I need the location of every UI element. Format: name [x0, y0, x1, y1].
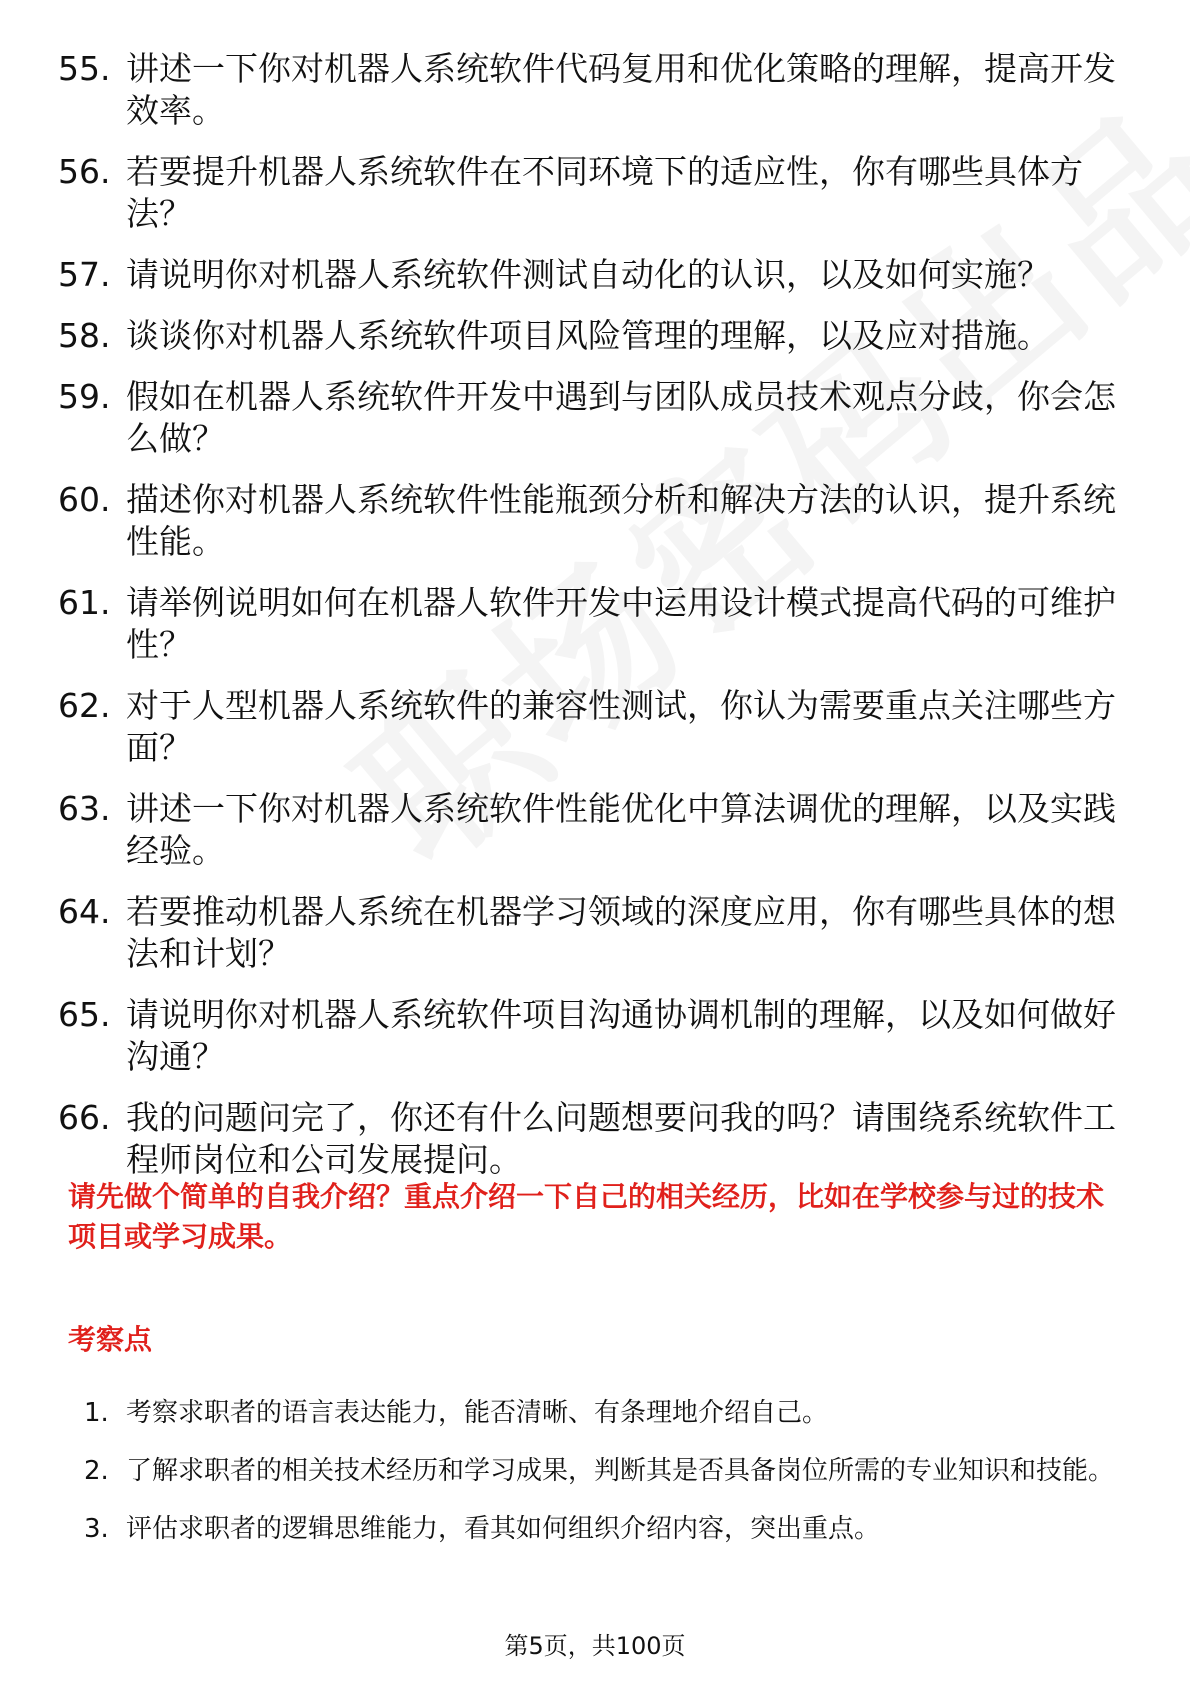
question-text: 请说明你对机器人系统软件项目沟通协调机制的理解，以及如何做好沟通？ [126, 995, 1116, 1076]
question-number: 55. [58, 49, 111, 88]
question-number: 66. [58, 1098, 111, 1137]
question-item [58, 48, 1118, 132]
question-item [58, 788, 1118, 872]
point-text: 了解求职者的相关技术经历和学习成果，判断其是否具备岗位所需的专业知识和技能。 [126, 1456, 1115, 1486]
point-number: 2. [84, 1456, 109, 1486]
point-text: 考察求职者的语言表达能力，能否清晰、有条理地介绍自己。 [126, 1398, 829, 1428]
question-text: 我的问题问完了，你还有什么问题想要问我的吗？请围绕系统软件工程师岗位和公司发展提问。 [126, 1098, 1116, 1179]
highlighted-question: 请先做个简单的自我介绍？重点介绍一下自己的相关经历，比如在学校参与过的技术项目或学习成果。 [68, 1180, 1105, 1253]
question-text: 描述你对机器人系统软件性能瓶颈分析和解决方法的认识，提升系统性能。 [126, 480, 1116, 561]
section-title: 考察点 [68, 1323, 153, 1356]
question-number: 61. [58, 583, 111, 622]
question-list [58, 48, 1118, 1200]
question-number: 57. [58, 255, 111, 294]
question-item [58, 151, 1118, 235]
assessment-point [84, 1501, 1124, 1557]
question-item [58, 315, 1118, 357]
question-text: 请说明你对机器人系统软件测试自动化的认识，以及如何实施？ [126, 255, 1050, 294]
question-number: 60. [58, 480, 111, 519]
point-number: 1. [84, 1398, 109, 1428]
question-text: 请举例说明如何在机器人软件开发中运用设计模式提高代码的可维护性？ [126, 583, 1116, 664]
question-item [58, 685, 1118, 769]
assessment-point [84, 1443, 1124, 1499]
question-item [58, 582, 1118, 666]
question-text: 假如在机器人系统软件开发中遇到与团队成员技术观点分歧，你会怎么做？ [126, 377, 1116, 458]
question-number: 65. [58, 995, 111, 1034]
page-footer: 第5页，共100页 [504, 1632, 686, 1660]
question-item [58, 376, 1118, 460]
question-text: 若要推动机器人系统在机器学习领域的深度应用，你有哪些具体的想法和计划？ [126, 892, 1116, 973]
assessment-points-list [84, 1385, 1124, 1559]
point-text: 评估求职者的逻辑思维能力，看其如何组织介绍内容，突出重点。 [126, 1514, 881, 1544]
question-number: 62. [58, 686, 111, 725]
question-item [58, 891, 1118, 975]
question-number: 58. [58, 316, 111, 355]
question-item [58, 479, 1118, 563]
question-text: 对于人型机器人系统软件的兼容性测试，你认为需要重点关注哪些方面？ [126, 686, 1116, 767]
question-number: 64. [58, 892, 111, 931]
question-number: 63. [58, 789, 111, 828]
question-text: 若要提升机器人系统软件在不同环境下的适应性，你有哪些具体方法？ [126, 152, 1083, 233]
question-text: 讲述一下你对机器人系统软件性能优化中算法调优的理解，以及实践经验。 [126, 789, 1116, 870]
question-item [58, 254, 1118, 296]
question-text: 讲述一下你对机器人系统软件代码复用和优化策略的理解，提高开发效率。 [126, 49, 1116, 130]
question-number: 56. [58, 152, 111, 191]
question-item [58, 994, 1118, 1078]
question-number: 59. [58, 377, 111, 416]
assessment-point [84, 1385, 1124, 1441]
question-text: 谈谈你对机器人系统软件项目风险管理的理解，以及应对措施。 [126, 316, 1050, 355]
point-number: 3. [84, 1514, 109, 1544]
question-item [58, 1097, 1118, 1181]
